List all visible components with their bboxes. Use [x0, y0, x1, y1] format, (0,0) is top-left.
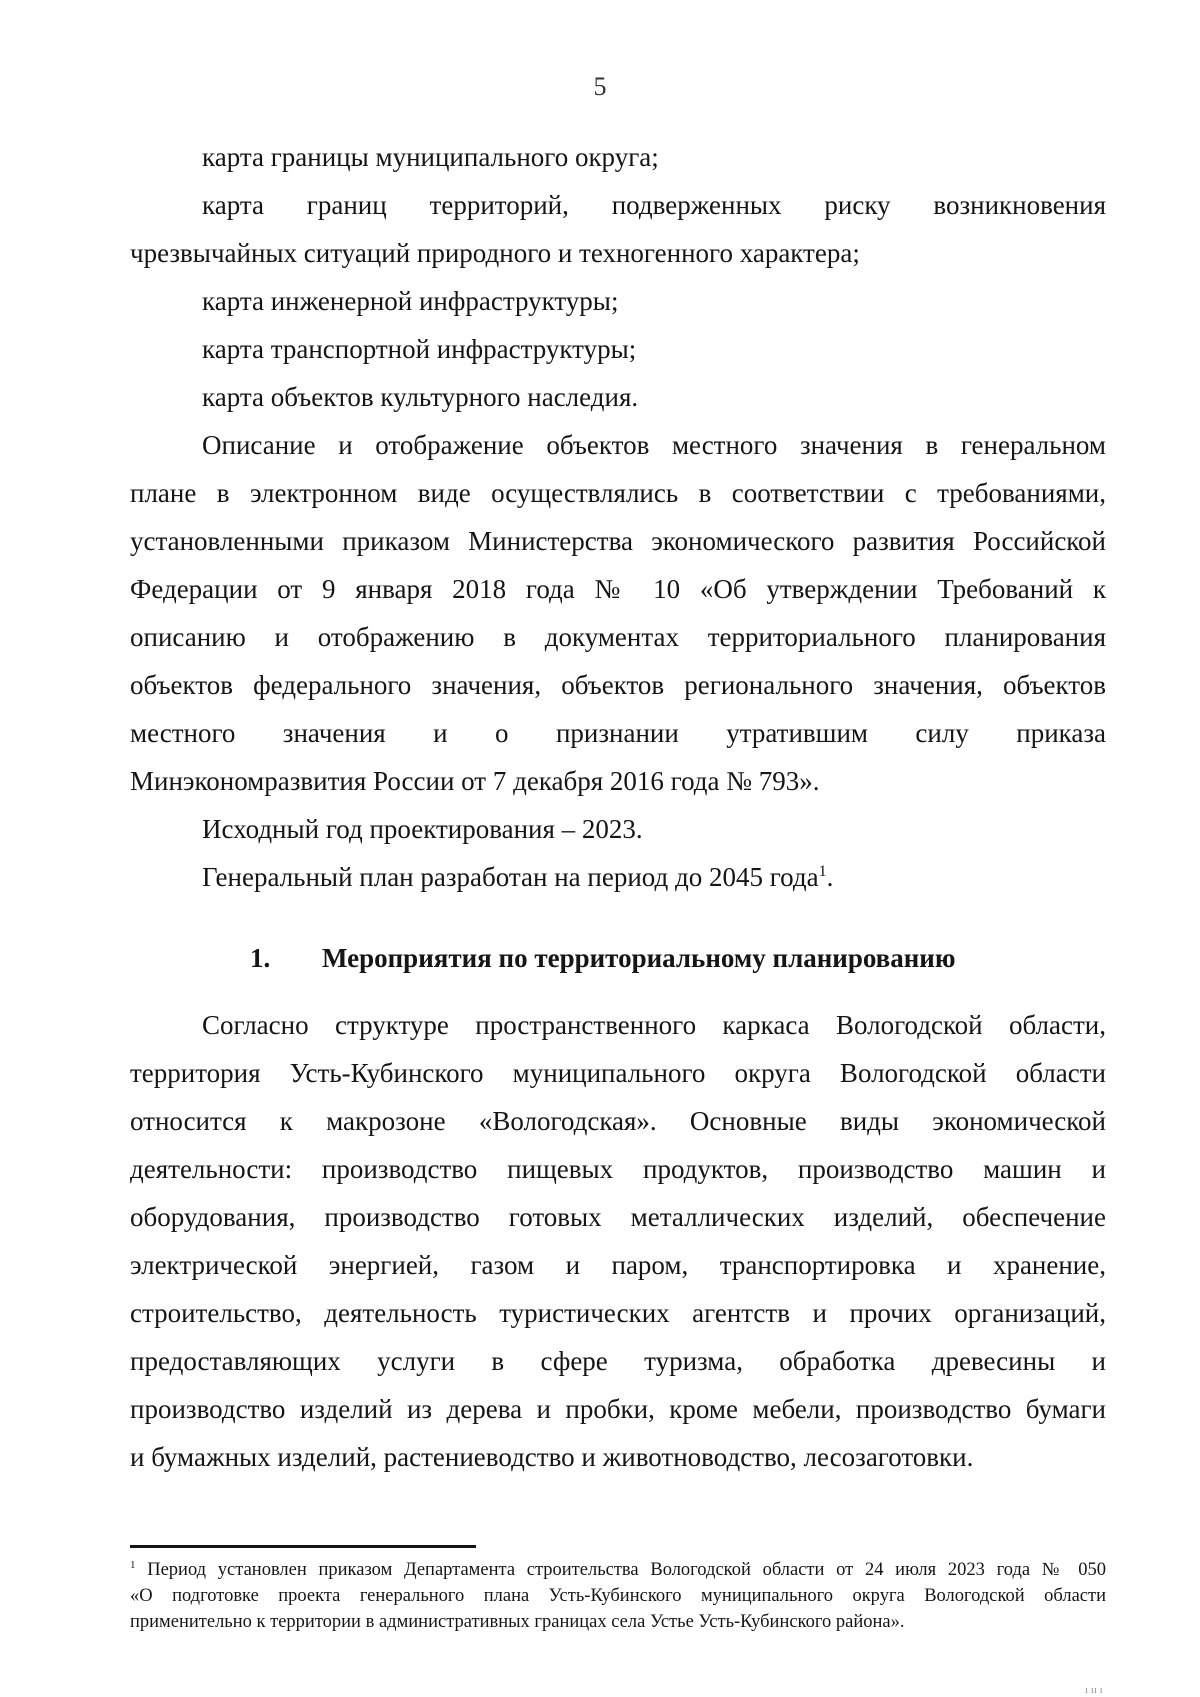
text-line: объектов федерального значения, объектов регионального значения, объектов [130, 670, 1106, 700]
text-line: карта инженерной инфраструктуры; [202, 286, 619, 316]
section-heading [250, 934, 956, 982]
text-line: относится к макрозоне «Вологодская». Основные виды экономической [130, 1106, 1106, 1136]
text-line: карта границы муниципального округа; [202, 142, 659, 172]
text-line: Генеральный план разработан на период до 2045 года [202, 862, 819, 892]
text-line: и бумажных изделий, растениеводство и животноводство, лесозаготовки. [130, 1442, 974, 1472]
text-line: плане в электронном виде осуществлялись в соответствии с требованиями, [130, 478, 1106, 508]
text-line: карта транспортной инфраструктуры; [202, 334, 637, 364]
footnote-marker: 1 [130, 1558, 136, 1571]
footnote-line: применительно к территории в административных границах села Устье Усть-Кубинского района». [130, 1612, 905, 1632]
text-line-with-footnote [202, 853, 1106, 901]
footnote-separator [130, 1545, 476, 1548]
text-line: строительство, деятельность туристических агентств и прочих организаций, [130, 1298, 1106, 1328]
text-line: производство изделий из дерева и пробки, кроме мебели, производство бумаги [130, 1394, 1106, 1424]
text-line: электрической энергией, газом и паром, транспортировка и хранение, [130, 1250, 1106, 1280]
text-line: карта границ территорий, подверженных риску возникновения [202, 190, 1106, 220]
section-number: 1. [250, 943, 271, 973]
text-line: Федерации от 9 января 2018 года № 10 «Об утверждении Требований к [130, 574, 1106, 604]
scan-artifact: ı ıı ı [1085, 1684, 1103, 1696]
text-line: чрезвычайных ситуаций природного и техногенного характера; [130, 238, 860, 268]
footnote-line [130, 1557, 1106, 1583]
text-line: местного значения и о признании утратившим силу приказа [130, 718, 1106, 748]
text-line: оборудования, производство готовых металлических изделий, обеспечение [130, 1202, 1106, 1232]
text-line: Согласно структуре пространственного каркаса Вологодской области, [202, 1010, 1106, 1040]
text-line: предоставляющих услуги в сфере туризма, обработка древесины и [130, 1346, 1106, 1376]
section-title: Мероприятия по территориальному планированию [322, 943, 956, 973]
footnote-text: Период установлен приказом Департамента строительства Вологодской области от 24 июля 2023 года № 050 [147, 1560, 1107, 1580]
text-line: Исходный год проектирования – 2023. [202, 814, 643, 844]
text-line: установленными приказом Министерства экономического развития Российской [130, 526, 1106, 556]
text-line: описанию и отображению в документах территориального планирования [130, 622, 1106, 652]
text-line: деятельности: производство пищевых продуктов, производство машин и [130, 1154, 1106, 1184]
footnote-line: «О подготовке проекта генерального плана Усть-Кубинского муниципального округа Вологодской области [130, 1586, 1106, 1606]
text-line: карта объектов культурного наследия. [202, 382, 639, 412]
sentence-end: . [826, 862, 834, 892]
page-number: 5 [593, 72, 607, 101]
text-line: Минэкономразвития России от 7 декабря 2016 года № 793». [130, 766, 820, 796]
text-line: территория Усть-Кубинского муниципального округа Вологодской области [130, 1058, 1106, 1088]
text-line: Описание и отображение объектов местного значения в генеральном [202, 430, 1106, 460]
footnote-reference[interactable]: 1 [818, 863, 827, 880]
